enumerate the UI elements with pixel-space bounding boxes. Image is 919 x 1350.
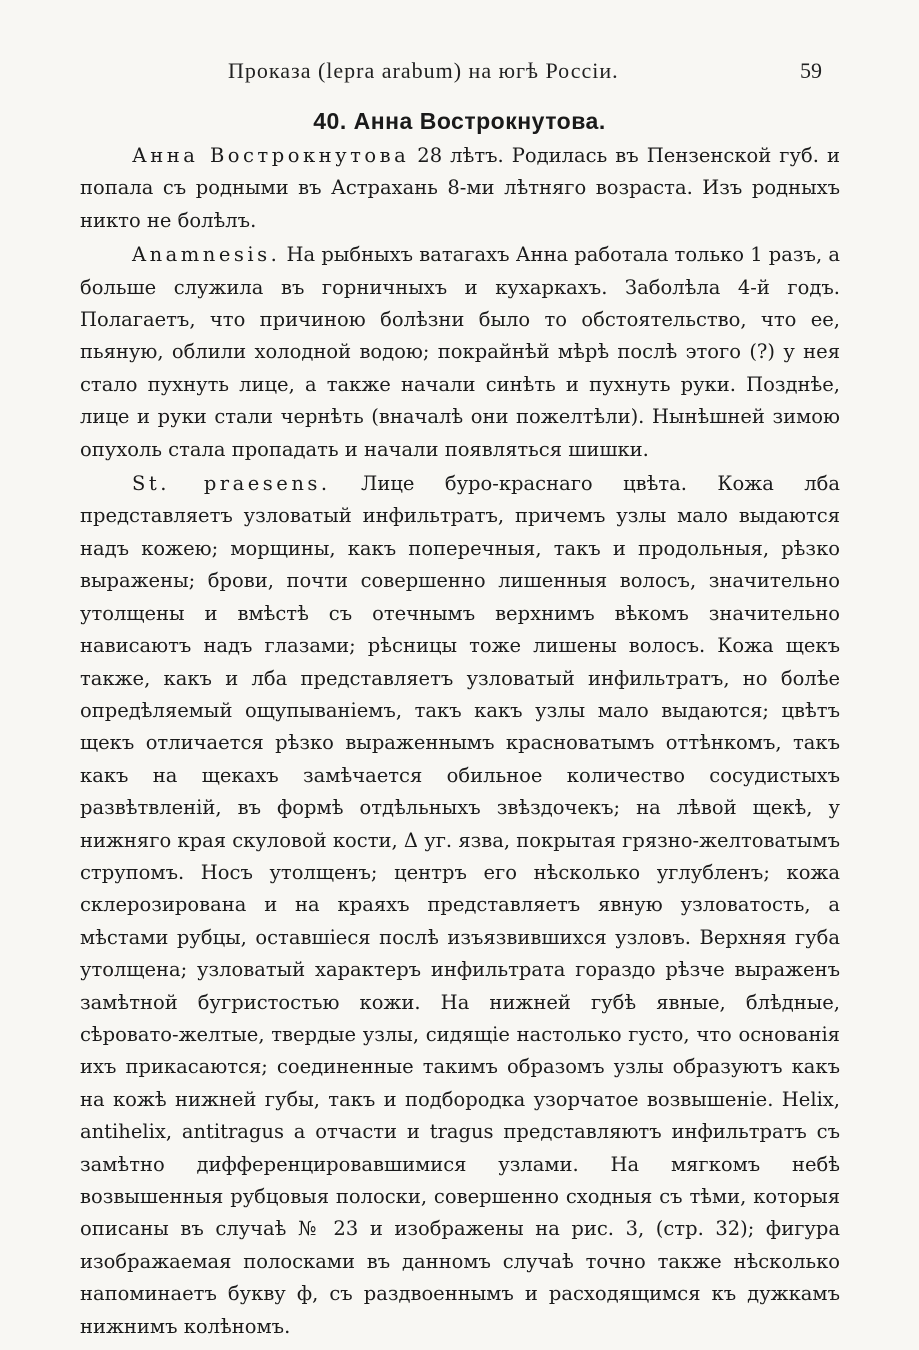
paragraph-text: 28 лѣтъ. Родилась въ Пензенской губ. и попала съ родными въ Астрахань 8-ми лѣтняго возраста. Изъ родныхъ никто не болѣлъ. [80,144,840,232]
page-number: 59 [800,58,822,83]
paragraph-lead: St. praesens. [132,472,331,496]
paragraph-text: На рыбныхъ ватагахъ Анна работала только 1 разъ, а больше служила въ горничныхъ и кухаркахъ. Заболѣла 4-й годъ. Полагаетъ, что причиною болѣзни было то обстоятельство, что ее, пьяную, облили холодной водою; покрайнѣй мѣрѣ послѣ этого (?) у нея стало пухнуть лице, а также начали синѣть и пухнуть руки. Позднѣе, лице и руки стали чернѣть (вначалѣ они пожелтѣли). Нынѣшней зимою опухоль стала пропадать и начали появляться шишки. [80,243,840,461]
paragraph-intro [80,140,840,237]
paragraph-lead: Anamnesis. [132,243,281,267]
paragraph-lead: Анна Вострокнутова [132,144,410,167]
paragraph-anamnesis [80,239,840,466]
running-header [0,58,919,88]
running-title: Проказа (lepra arabum) на югѣ Россіи. [228,58,619,83]
paragraph-status-praesens [80,468,840,1343]
paragraph-text: Лице буро-краснаго цвѣта. Кожа лба представляетъ узловатый инфильтратъ, причемъ узлы мало выдаются надъ кожею; морщины, какъ поперечныя, такъ и продольныя, рѣзко выражены; брови, почти совершенно лишенныя волосъ, значительно утолщены и вмѣстѣ съ отечнымъ верхнимъ вѣкомъ значительно нависаютъ надъ глазами; рѣсницы тоже лишены волосъ. Кожа щекъ также, какъ и лба представляетъ узловатый инфильтратъ, но болѣе опредѣляемый ощупываніемъ, такъ какъ узлы мало выдаются; цвѣтъ щекъ отличается рѣзко выраженнымъ красноватымъ оттѣнкомъ, такъ какъ на щекахъ замѣчается обильное количество сосудистыхъ развѣтвленій, въ формѣ отдѣльныхъ звѣздочекъ; на лѣвой щекѣ, у нижняго края скуловой кости, Δ уг. язва, покрытая грязно-желтоватымъ струпомъ. Носъ утолщенъ; центръ его нѣсколько углубленъ; кожа склерозирована и на краяхъ представляетъ явную узловатость, а мѣстами рубцы, оставшіеся послѣ изъязвившихся узловъ. Верхняя губа утолщена; узловатый характеръ инфильтрата гораздо рѣзче выраженъ замѣтной бугристостью кожи. На нижней губѣ явные, блѣдные, сѣровато-желтые, твердые узлы, сидящіе настолько густо, что основанія ихъ прикасаются; соединенные такимъ образомъ узлы образуютъ какъ на кожѣ нижней губы, такъ и подбородка узорчатое возвышеніе. Helix, antihelix, antitragus а отчасти и tragus представляютъ инфильтратъ съ замѣтно дифференцировавшимися узлами. На мягкомъ небѣ возвышенныя рубцовыя полоски, совершенно сходныя съ тѣми, которыя описаны въ случаѣ № 23 и изображены на рис. 3, (стр. 32); фигура изображаемая полосками въ данномъ случаѣ точно также нѣсколько напоминаетъ букву ф, съ раздвоеннымъ и расходящимся къ дужкамъ нижнимъ колѣномъ. [80,472,841,1338]
section-title: 40. Анна Вострокнутова. [313,108,606,134]
body-text [80,140,840,1343]
